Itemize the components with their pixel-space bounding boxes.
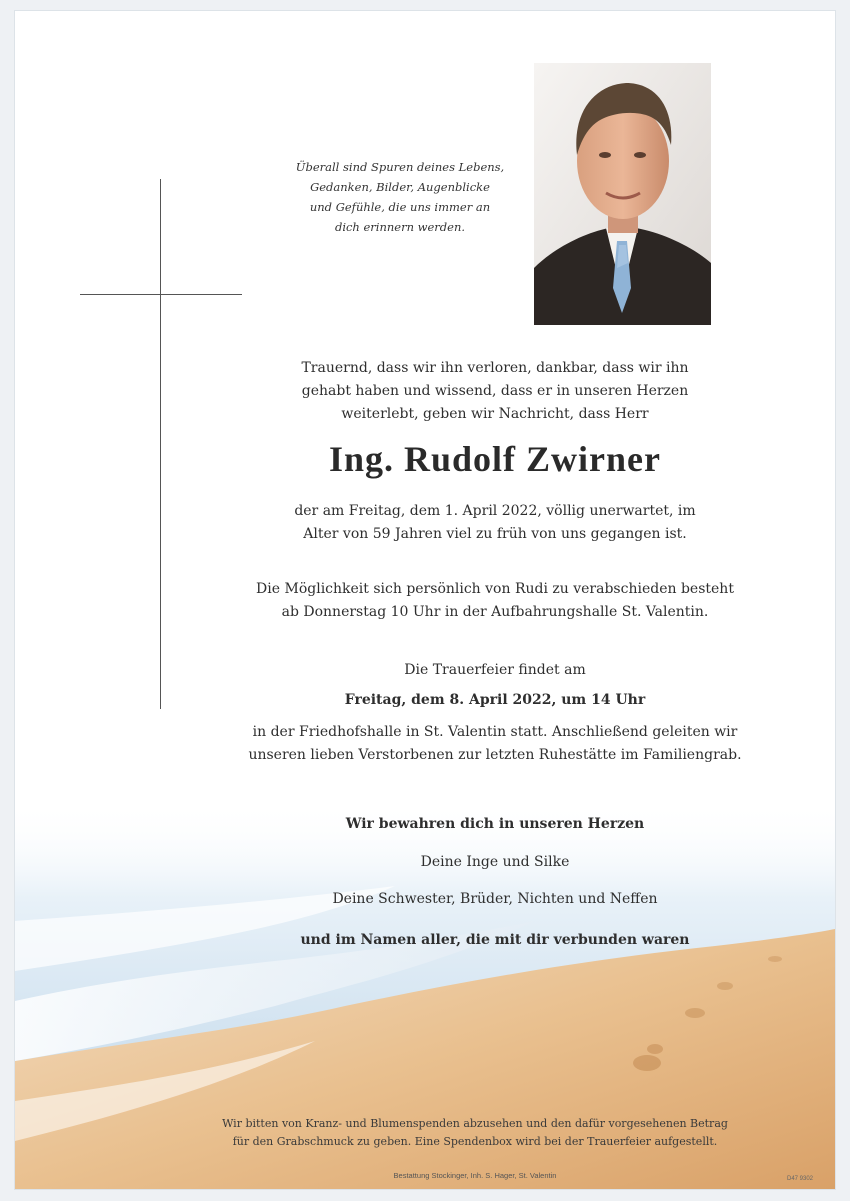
- intro-line: gehabt haben und wissend, dass er in unseren Herzen: [301, 383, 689, 399]
- memorial-quote: [275, 157, 525, 237]
- quote-line: Gedanken, Bilder, Augenblicke: [310, 180, 490, 194]
- mourners-relatives: Deine Schwester, Brüder, Nichten und Neffen: [332, 891, 658, 907]
- ceremony-line: unseren lieben Verstorbenen zur letzten Ruhestätte im Familiengrab.: [248, 747, 742, 763]
- donation-line: Wir bitten von Kranz- und Blumenspenden abzusehen und den dafür vorgesehenen Betrag: [222, 1117, 728, 1130]
- quote-line: und Gefühle, die uns immer an: [309, 200, 491, 214]
- deceased-name: Ing. Rudolf Zwirner: [328, 439, 662, 479]
- ceremony-details: [215, 721, 775, 767]
- mourners-family: Deine Inge und Silke: [420, 854, 570, 870]
- portrait-photo: [534, 63, 711, 325]
- ceremony-intro: Die Trauerfeier findet am: [404, 662, 586, 678]
- intro-text: [255, 357, 735, 426]
- intro-line: Trauernd, dass wir ihn verloren, dankbar, dass wir ihn: [301, 360, 689, 376]
- cross-horizontal-bar: [80, 294, 242, 295]
- farewell-line: ab Donnerstag 10 Uhr in der Aufbahrungshalle St. Valentin.: [281, 604, 709, 620]
- undertaker-credit: Bestattung Stockinger, Inh. S. Hager, St. Valentin: [393, 1171, 557, 1180]
- print-code: D47 9302: [787, 1176, 814, 1182]
- death-notice: [215, 500, 775, 546]
- quote-line: Überall sind Spuren deines Lebens,: [295, 160, 505, 174]
- farewell-line: Die Möglichkeit sich persönlich von Rudi zu verabschieden besteht: [256, 581, 734, 597]
- intro-line: weiterlebt, geben wir Nachricht, dass Herr: [341, 406, 649, 422]
- farewell-info: [215, 578, 775, 624]
- donation-line: für den Grabschmuck zu geben. Eine Spendenbox wird bei der Trauerfeier aufgestellt.: [232, 1135, 718, 1148]
- mourners-closing: und im Namen aller, die mit dir verbunden waren: [300, 932, 690, 948]
- death-notice-line: Alter von 59 Jahren viel zu früh von uns gegangen ist.: [303, 526, 687, 542]
- ceremony-date: Freitag, dem 8. April 2022, um 14 Uhr: [344, 692, 646, 708]
- ceremony-line: in der Friedhofshalle in St. Valentin statt. Anschließend geleiten wir: [252, 724, 738, 740]
- donation-note: [175, 1115, 775, 1151]
- quote-line: dich erinnern werden.: [334, 220, 466, 234]
- obituary-card: [14, 10, 836, 1190]
- mourners-heading: Wir bewahren dich in unseren Herzen: [345, 816, 645, 832]
- cross-vertical-bar: [160, 179, 161, 709]
- death-notice-line: der am Freitag, dem 1. April 2022, völlig unerwartet, im: [294, 503, 696, 519]
